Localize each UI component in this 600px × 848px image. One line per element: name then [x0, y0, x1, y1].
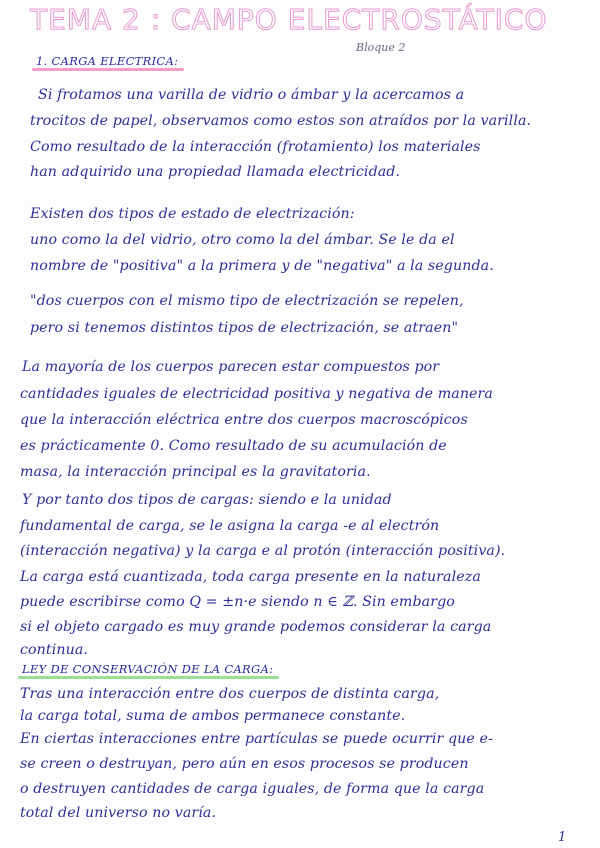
text-line: Existen dos tipos de estado de electrización: [30, 206, 355, 222]
text-line: que la interacción eléctrica entre dos cuerpos macroscópicos [20, 412, 468, 428]
text-line: masa, la interacción principal es la gravitatoria. [20, 464, 371, 480]
text-line: La mayoría de los cuerpos parecen estar compuestos por [22, 359, 440, 375]
text-line: la carga total, suma de ambos permanece constante. [20, 708, 406, 724]
text-line: cantidades iguales de electricidad positiva y negativa de manera [20, 386, 493, 402]
text-line: nombre de "positiva" a la primera y de "negativa" a la segunda. [30, 258, 494, 274]
text-line: uno como la del vidrio, otro como la del ámbar. Se le da el [30, 232, 455, 248]
text-line: pero si tenemos distintos tipos de electrización, se atraen" [30, 320, 459, 336]
text-line: Como resultado de la interacción (frotamiento) los materiales [30, 139, 481, 155]
text-line: se creen o destruyan, pero aún en esos procesos se producen [20, 756, 469, 772]
text-line: Si frotamos una varilla de vidrio o ámbar y la acercamos a [38, 87, 465, 103]
text-line: Tras una interacción entre dos cuerpos de distinta carga, [20, 686, 440, 702]
text-line: (interacción negativa) y la carga e al protón (interacción positiva). [20, 543, 506, 559]
text-line: "dos cuerpos con el mismo tipo de electrización se repelen, [30, 293, 464, 309]
text-line: continua. [20, 642, 89, 658]
text-line: o destruyen cantidades de carga iguales, de forma que la carga [20, 781, 485, 797]
text-line: trocitos de papel, observamos como estos son atraídos por la varilla. [30, 113, 532, 129]
section-heading-conservacion-carga: LEY DE CONSERVACIÓN DE LA CARGA: [22, 662, 274, 676]
bloque-label: Bloque 2 [356, 41, 406, 54]
section-heading-carga-electrica: 1. CARGA ELECTRICA: [36, 54, 179, 68]
page-title: TEMA 2 : CAMPO ELECTROSTÁTICO [30, 3, 548, 36]
text-line: es prácticamente 0. Como resultado de su acumulación de [20, 438, 447, 454]
text-line: fundamental de carga, se le asigna la carga -e al electrón [20, 518, 440, 534]
text-line: La carga está cuantizada, toda carga presente en la naturaleza [20, 569, 481, 585]
text-line: puede escribirse como Q = ±n·e siendo n ∈ ℤ. Sin embargo [20, 594, 455, 610]
text-line: En ciertas interacciones entre partículas se puede ocurrir que e- [20, 731, 493, 747]
text-line: si el objeto cargado es muy grande podemos considerar la carga [20, 619, 492, 635]
text-line: total del universo no varía. [20, 805, 217, 821]
text-line: Y por tanto dos tipos de cargas: siendo e la unidad [22, 492, 392, 508]
text-line: han adquirido una propiedad llamada electricidad. [30, 164, 401, 180]
page-number: 1 [558, 830, 567, 845]
